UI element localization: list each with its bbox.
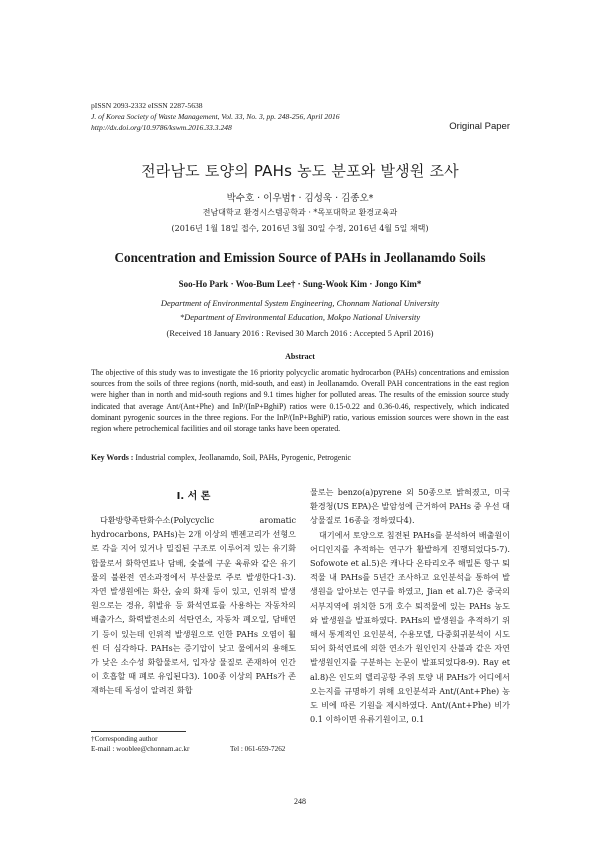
body-paragraph: 대기에서 토양으로 침전된 PAHs를 분석하여 배출원이 어디인지를 추적하는 연구가 활발하게 진행되었다5-7). Sofowote et al.5)은 캐나다 온타리오주 해밀톤 항구 퇴적물 내 PAHs를 5년간 조사하고 요인분석을 통하여 발생원을 알아보는 연구를 하였고, Jian et al.7)은 중국의 서부지역에 위치한 5개 호수 퇴적물에 있는 PAHs 농도와 발생원을 발표하였다. PAHs의 발생원을 추적하기 위해서 통계적인 요인분석, 수용모델, 다중회귀분석이 시도되어 화석연료에 의한 연소가 원인인지 산불과 같은 자연발생원인지를 구분하는 논문이 발표되었다8-9). Ray et al.8)은 인도의 델리공항 주위 토양 내 PAHs가 어디에서 오는지를 규명하기 위해 요인분석과 Ant/(Ant+Phe) 농도 비에 따른 기원을 제시하였다. Ant/(Ant+Phe) 비가 0.1 이하이면 유류기원이고, 0.1 [310,529,510,725]
affiliation-1: Department of Environmental System Engineering, Chonnam National University [160,298,440,308]
korean-title: 전라남도 토양의 PAHs 농도 분포와 발생원 조사 [141,162,459,180]
keywords-text: Industrial complex, Jeollanamdo, Soil, PAHs, Pyrogenic, Petrogenic [133,453,351,462]
section-heading-introduction: I. 서 론 [176,491,211,502]
author-phone: Tel : 061-659-7262 [230,745,286,753]
english-authors: Soo-Ho Park · Woo-Bum Lee† · Sung-Wook Kim · Jongo Kim* [178,279,422,289]
korean-dates: (2016년 1월 18일 접수, 2016년 3월 30일 수정, 2016년 4월 5일 채택) [171,224,429,233]
abstract-heading: Abstract [285,352,315,361]
author-email[interactable]: E-mail : wooblee@chonnam.ac.kr [91,745,190,753]
body-paragraph: 물로는 benzo(a)pyrene 외 50종으로 밝혀졌고, 미국 환경청(US EPA)은 발암성에 근거하여 PAHs 중 우선 대상물질로 16종을 정하였다4). [310,487,511,526]
journal-header [91,100,340,133]
keywords [91,453,351,462]
page-number: 248 [294,797,306,806]
footnote-divider [91,731,186,732]
corresponding-author-note: †Corresponding author [91,735,158,743]
paper-type-label: Original Paper [449,121,510,132]
footnote [91,734,286,754]
body-column-right [310,485,510,726]
korean-affiliation: 전남대학교 환경시스템공학과 · *목포대학교 환경교육과 [202,208,398,217]
english-title: Concentration and Emission Source of PAHs in Jeollanamdo Soils [114,250,486,265]
keywords-label: Key Words : [91,453,134,462]
issn-line: pISSN 2093-2332 eISSN 2287-5638 [91,101,203,110]
journal-citation: J. of Korea Society of Waste Management, Vol. 33, No. 3, pp. 248-256, April 2016 [91,112,340,121]
affiliation-2: *Department of Environmental Education, Mokpo National University [179,312,421,322]
body-paragraph: 다환방향족탄화수소(Polycyclic aromatic hydrocarbons, PAHs)는 2개 이상의 벤젠고리가 선형으로 각을 지어 있거나 밀집된 구조로 이루어져 있는 유기화합물로서 화학연료나 담배, 숯불에 구운 육류와 같은 유기물의 불완전 연소과정에서 부산물로 주로 발생한다1-3). 자연 발생원에는 화산, 숲의 화재 등이 있고, 인위적 발생원으로는 경유, 휘발유 등 화석연료를 사용하는 자동차의 배출가스, 화력발전소의 석탄연소, 자동차 폐오일, 담배연기 등이 있는데 인위적 발생원으로 인한 PAHs 오염이 훨씬 더 심각하다. PAHs는 증기압이 낮고 물에서의 용해도가 낮은 소수성 화합물로서, 입자상 물질로 존재하여 인간이 호흡할 때 폐로 유입된다3). 100종 이상의 PAHs가 존재하는데 독성이 알려진 화합 [91,515,296,696]
doi-link[interactable]: http://dx.doi.org/10.9786/kswm.2016.33.3.248 [91,123,232,132]
abstract-text: The objective of this study was to investigate the 16 priority polycyclic aromatic hydrocarbon (PAHs) concentrations and emission sources from the soils of three regions (north, mid-south, and east) in Jeollanamdo. Overall PAH concentrations in the east region were higher than in north and mid-south regions and 9.1 times higher for polluted areas. The results of the emission source study indicated that average Ant/(Ant+Phe) and InP/(InP+BghiP) ratios were 0.15-0.22 and 0.36-0.46, respectively, which indicated dominant pyrogenic sources in the three regions. For the InP/(InP+BghiP) ratio, various emission sources were shown in the east region where petrochemical facilities and oil storage tanks have been operated. [91,368,509,434]
korean-authors: 박수호 · 이우범† · 김성욱 · 김종오* [226,193,374,204]
received-dates: (Received 18 January 2016 : Revised 30 March 2016 : Accepted 5 April 2016) [166,328,434,338]
body-column-left [91,485,296,698]
